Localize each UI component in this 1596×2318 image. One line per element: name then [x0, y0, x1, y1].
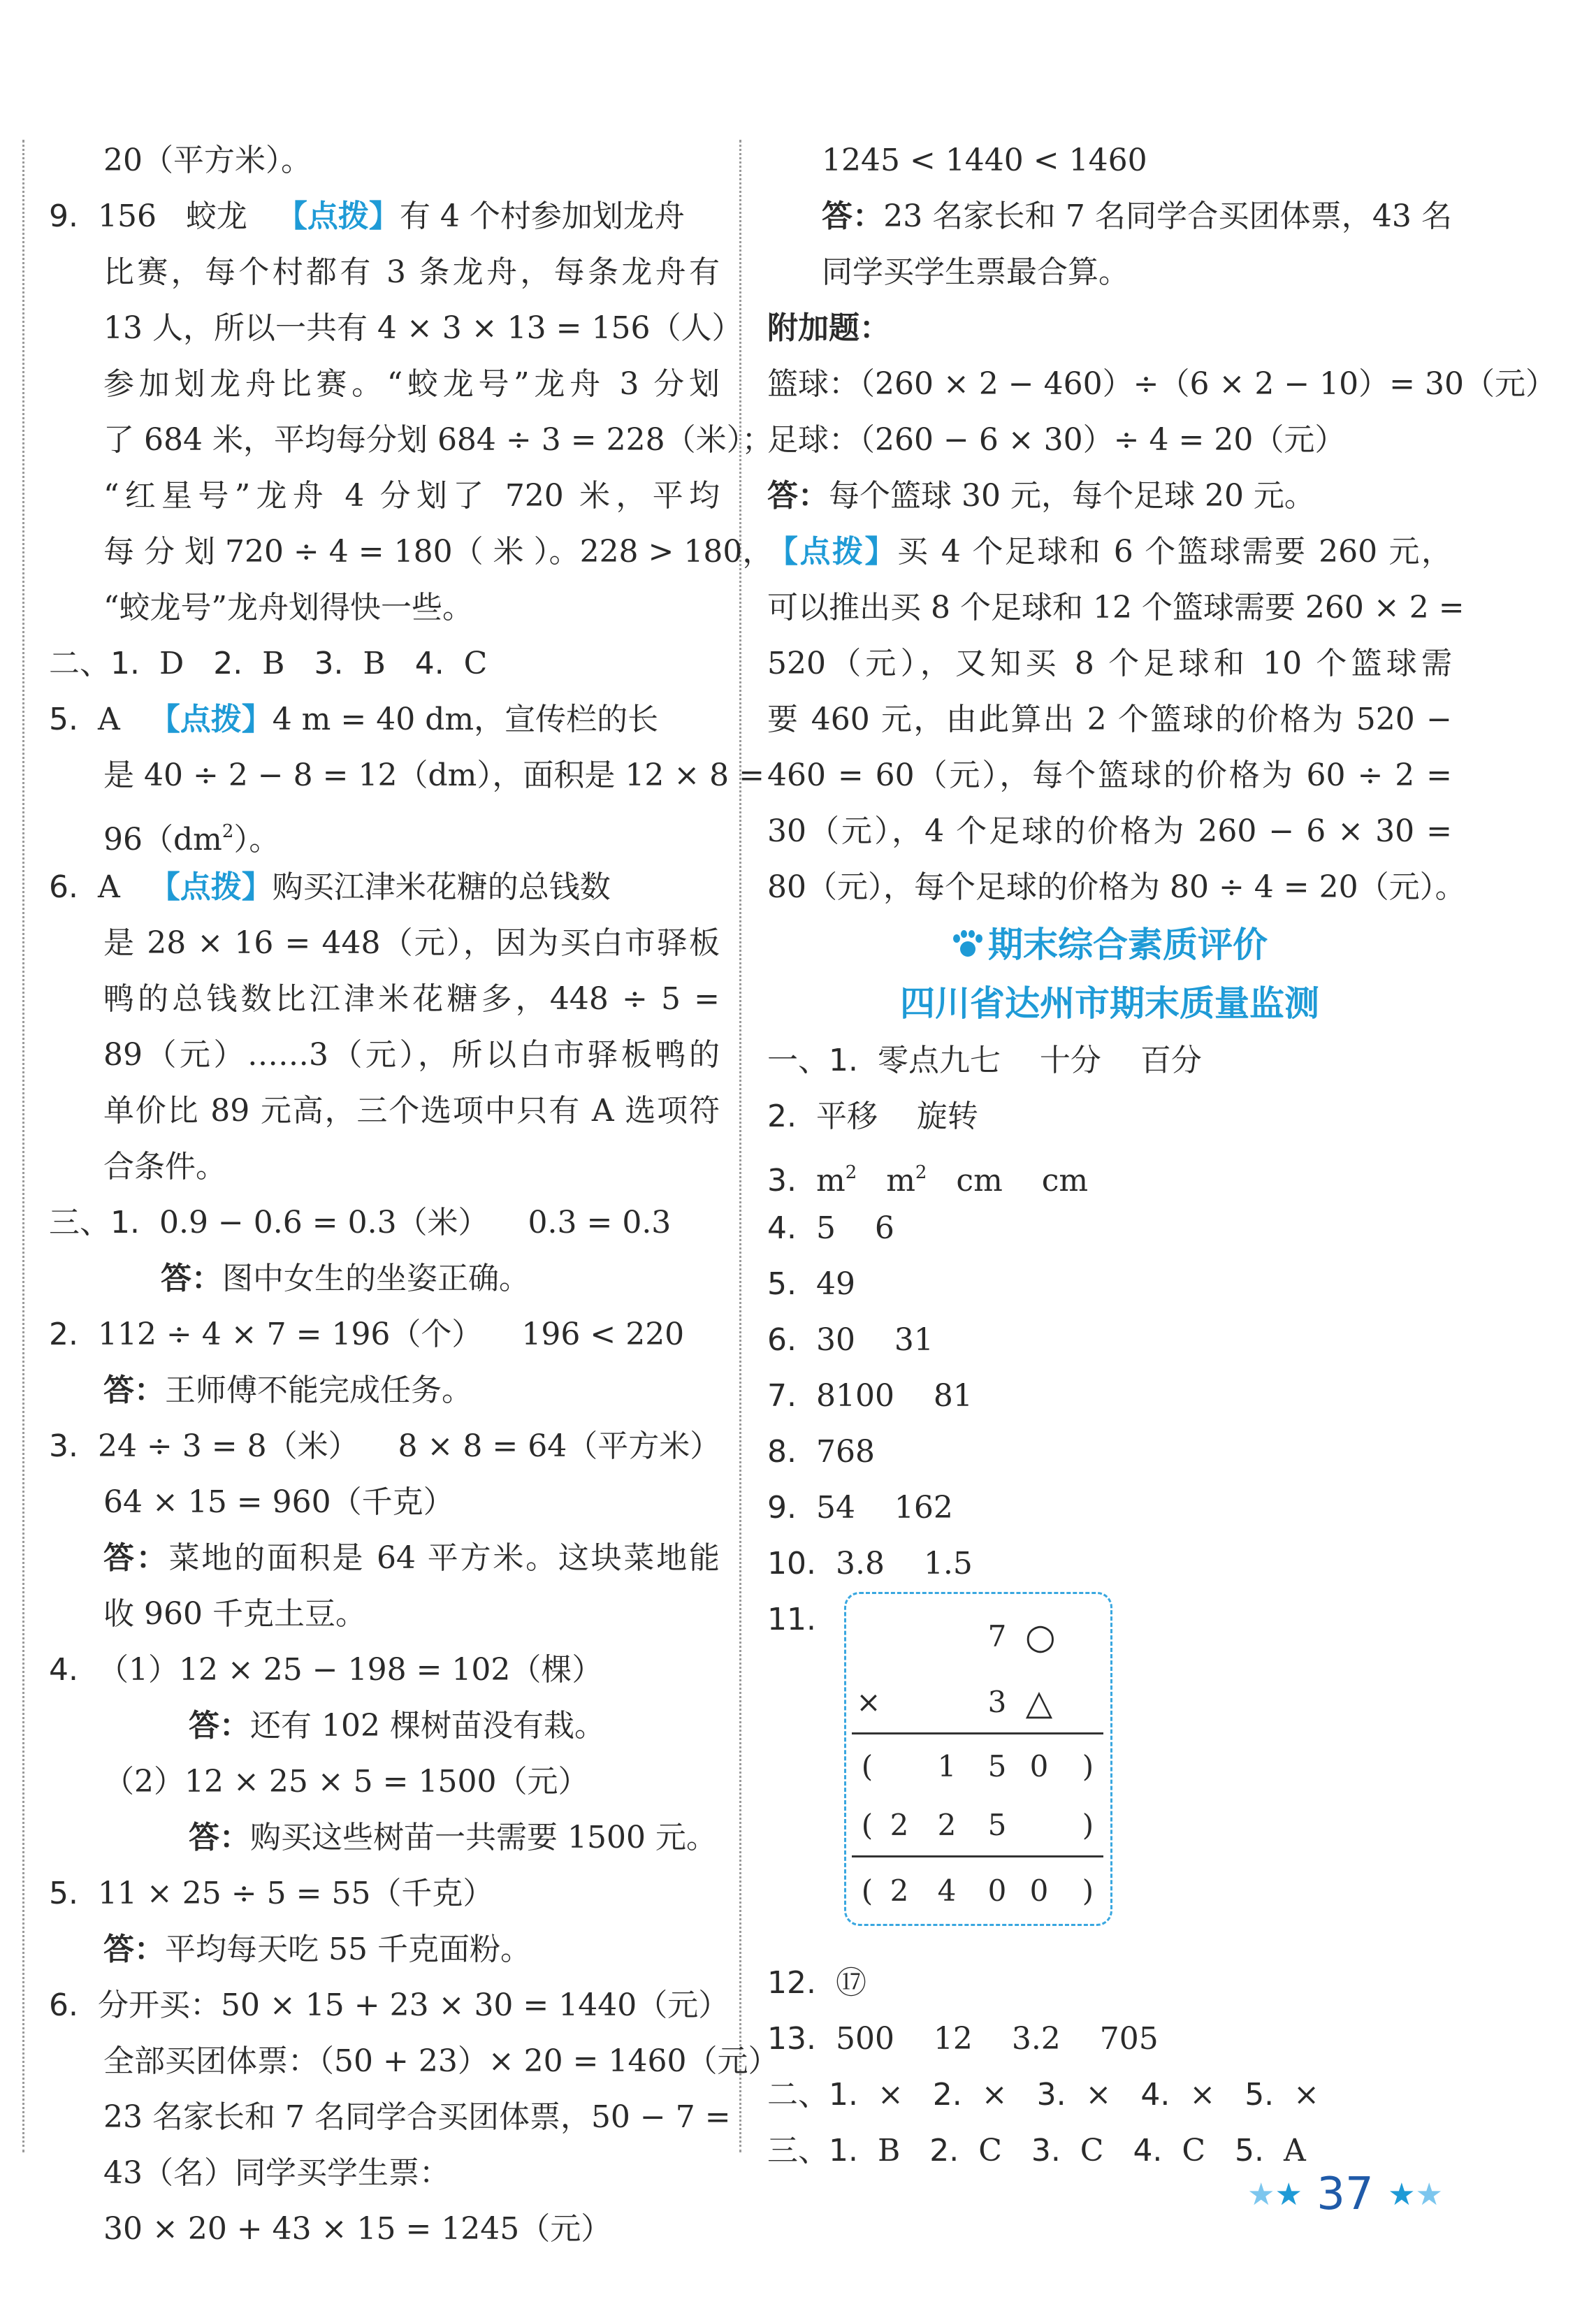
- answer-line: [767, 300, 1452, 356]
- answer-text: 可以推出买 8 个足球和 12 个篮球需要 260 × 2 =: [767, 590, 1465, 625]
- question-number: 二、1.: [767, 2077, 858, 2113]
- mult-digit: 0: [1029, 1749, 1049, 1783]
- answer-text: 零点九七 十分 百分: [857, 1043, 1202, 1078]
- left-column: [49, 133, 779, 2257]
- answer-line: [49, 748, 765, 804]
- question-number: 三、1.: [767, 2133, 858, 2168]
- answer-line: [49, 412, 773, 468]
- answer-label: 答：: [822, 198, 884, 234]
- answer-text: ×: [962, 2077, 1037, 2113]
- question-number: 13.: [767, 2021, 816, 2057]
- answer-line: [49, 2034, 779, 2089]
- answer-text: 520（元），又知买 8 个足球和 10 个篮球需: [767, 646, 1452, 681]
- answer-line: [767, 1480, 1452, 1536]
- answer-line: [49, 915, 720, 971]
- answer-text: 有 4 个村参加划龙舟: [399, 198, 685, 234]
- question-number: 4.: [414, 646, 444, 681]
- answer-line: [49, 636, 720, 692]
- answer-text: 30 × 20 + 43 × 15 = 1245（元）: [103, 2211, 612, 2247]
- question-number: 7.: [767, 1378, 797, 1414]
- answer-text: 1245 < 1440 < 1460: [822, 143, 1147, 178]
- question-number: 4.: [49, 1652, 78, 1688]
- answer-text: 3.8 1.5: [815, 1546, 973, 1581]
- question-number: 5.: [767, 1266, 797, 1302]
- triangle-symbol: △: [1025, 1682, 1053, 1723]
- answer-text: ）。: [233, 822, 280, 857]
- answer-text: 足球：（260 − 6 × 30）÷ 4 = 20（元）: [767, 422, 1346, 458]
- answer-text: 4 m = 40 dm，宣传栏的长: [272, 702, 659, 737]
- answer-line: [767, 245, 1452, 300]
- answer-text: 54 162: [796, 1490, 953, 1526]
- answer-line: [49, 356, 720, 412]
- answer-text: ⑰: [815, 1965, 866, 2001]
- answer-line: [767, 580, 1465, 636]
- answer-text: 2: [915, 1162, 927, 1183]
- answer-line: [49, 524, 774, 580]
- answer-line: [767, 189, 1452, 245]
- answer-text: ×: [1170, 2077, 1245, 2113]
- answer-text: 460 = 60（元），每个篮球的价格为 60 ÷ 2 =: [767, 758, 1452, 793]
- question-number: 6.: [767, 1322, 797, 1358]
- answer-text: 500 12 3.2 705: [815, 2021, 1159, 2057]
- answer-label: 附加题：: [767, 310, 890, 346]
- answer-line: [49, 1754, 720, 1810]
- left-margin-divider: [22, 140, 24, 2152]
- answer-text: B: [857, 2133, 930, 2168]
- star-icon: ★: [1415, 2177, 1443, 2212]
- answer-line: [49, 1195, 720, 1251]
- answer-text: C: [444, 646, 488, 681]
- question-number: 一、1.: [767, 1043, 858, 1078]
- hint-tag: 【点拨】: [149, 869, 273, 905]
- answer-line: [49, 1866, 720, 1922]
- answer-line: [49, 1642, 720, 1698]
- answer-text: 0.9 − 0.6 = 0.3（米） 0.3 = 0.3: [139, 1205, 672, 1240]
- answer-line: [767, 356, 1557, 412]
- answer-line: [49, 2089, 731, 2145]
- multiplication-puzzle: [844, 1592, 1112, 1926]
- answer-text: 平均每天吃 55 千克面粉。: [165, 1932, 531, 1967]
- answer-line: [49, 1698, 720, 1754]
- answer-text: 49: [796, 1266, 855, 1302]
- page-number-text: 37: [1316, 2168, 1374, 2220]
- answer-line: [767, 1201, 1452, 1256]
- question-number: 4.: [767, 1210, 797, 1246]
- question-number: 3.: [767, 1163, 797, 1198]
- answer-line: [49, 1475, 720, 1530]
- answer-line: [49, 860, 720, 915]
- answer-text: “红星号”龙舟 4 分划了 720 米，平均: [103, 478, 720, 514]
- question-number: 5.: [49, 702, 78, 737]
- answer-line: [767, 636, 1452, 692]
- question-number: 5.: [49, 1876, 78, 1911]
- answer-line: [49, 1586, 720, 1642]
- question-number: 9.: [49, 198, 78, 234]
- answer-text: 平移 旋转: [796, 1099, 978, 1134]
- answer-text: C: [1060, 2133, 1133, 2168]
- answer-line: [49, 468, 720, 524]
- answer-text: 11 × 25 ÷ 5 = 55（千克）: [78, 1876, 494, 1911]
- question-number: 5.: [1235, 2133, 1265, 2168]
- answer-line: [49, 1419, 720, 1475]
- answer-line: [49, 133, 720, 189]
- star-icon: ★: [1247, 2177, 1275, 2212]
- mult-digit: 3: [987, 1685, 1007, 1719]
- answer-text: 96（dm: [103, 822, 222, 857]
- answer-text: 是 28 × 16 = 448（元），因为买白市驿板: [103, 925, 720, 961]
- answer-text: 参加划龙舟比赛。“蛟龙号”龙舟 3 分划: [103, 366, 720, 402]
- answer-line: [767, 1955, 1452, 2011]
- answer-label: 答：: [767, 478, 829, 514]
- answer-text: 菜地的面积是 64 平方米。这块菜地能: [168, 1540, 720, 1576]
- answer-label: 答：: [103, 1372, 165, 1408]
- answer-text: B: [343, 646, 415, 681]
- answer-label: 答：: [103, 1540, 169, 1576]
- section-title-text: 期末综合素质评价: [988, 925, 1268, 965]
- answer-text: 单价比 89 元高，三个选项中只有 A 选项符: [103, 1093, 720, 1129]
- answer-label: 答：: [189, 1820, 250, 1855]
- answer-text: m: [857, 1163, 915, 1198]
- answer-text: 比赛，每个村都有 3 条龙舟，每条龙舟有: [103, 254, 720, 290]
- answer-text: “蛟龙号”龙舟划得快一些。: [103, 590, 473, 625]
- right-bottom-answers: [767, 1033, 1452, 1592]
- answer-text: 还有 102 棵树苗没有栽。: [250, 1708, 605, 1744]
- answer-text: 64 × 15 = 960（千克）: [103, 1484, 454, 1520]
- question-number: 二、1.: [49, 646, 140, 681]
- answer-text: C: [959, 2133, 1031, 2168]
- answer-label: 答：: [103, 1932, 165, 1967]
- answer-line: [49, 2201, 720, 2257]
- answer-text: A: [1264, 2133, 1306, 2168]
- mult-digit: 7: [987, 1619, 1007, 1653]
- answer-line: [767, 133, 1452, 189]
- question-number: 9.: [767, 1490, 797, 1526]
- answer-label: 答：: [189, 1708, 250, 1744]
- answer-line: [49, 692, 720, 748]
- star-icon: ★: [1275, 2177, 1303, 2212]
- answer-text: 王师傅不能完成任务。: [165, 1372, 472, 1408]
- mult-digit: 4: [937, 1874, 957, 1908]
- question-number: 3.: [1036, 2077, 1066, 2113]
- answer-text: 30 31: [796, 1322, 934, 1358]
- answer-text: 89（元）……3（元），所以白市驿板鸭的: [103, 1037, 720, 1073]
- question-number: 4.: [1133, 2133, 1163, 2168]
- answer-line: [767, 1256, 1452, 1312]
- answer-line: [767, 1536, 1452, 1592]
- answer-line: [49, 189, 720, 245]
- question-number: 3.: [49, 1428, 78, 1464]
- answer-text: 23 名家长和 7 名同学合买团体票，50 − 7 =: [103, 2099, 731, 2135]
- circle-symbol: ○: [1025, 1616, 1056, 1657]
- answer-line: [767, 1424, 1452, 1480]
- answer-line: [49, 245, 720, 300]
- mult-digit: 2: [937, 1808, 957, 1842]
- mult-digit: 5: [987, 1749, 1007, 1783]
- paren: (: [861, 1808, 873, 1842]
- q11-block: [767, 1592, 1452, 1955]
- answer-line: [767, 860, 1466, 915]
- right-after-answers: [767, 1955, 1452, 2179]
- question-number: 4.: [1140, 2077, 1170, 2113]
- hint-tag: 【点拨】: [149, 702, 273, 737]
- paren: (: [861, 1874, 873, 1908]
- answer-line: [767, 2011, 1452, 2067]
- answer-text: ×: [1066, 2077, 1141, 2113]
- answer-text: 112 ÷ 4 × 7 = 196（个） 196 < 220: [78, 1317, 685, 1352]
- answer-text: 5 6: [796, 1210, 894, 1246]
- answer-text: （1）12 × 25 − 198 = 102（棵）: [78, 1652, 603, 1688]
- answer-line: [49, 1530, 720, 1586]
- question-number: 2.: [213, 646, 243, 681]
- question-number: 2.: [932, 2077, 962, 2113]
- answer-text: 了 684 米，平均每分划 684 ÷ 3 = 228（米）；: [103, 422, 773, 458]
- answer-text: 80（元），每个足球的价格为 80 ÷ 4 = 20（元）。: [767, 869, 1466, 905]
- question-number: 3.: [314, 646, 344, 681]
- answer-line: [767, 692, 1452, 748]
- mult-digit: 5: [987, 1808, 1007, 1842]
- answer-text: 合条件。: [103, 1149, 226, 1185]
- star-icon: ★: [1388, 2177, 1416, 2212]
- question-number: 5.: [1245, 2077, 1275, 2113]
- paren: ): [1082, 1808, 1094, 1842]
- mult-digit: 0: [987, 1874, 1007, 1908]
- answer-text: 分开买：50 × 15 + 23 × 30 = 1440（元）: [78, 1987, 730, 2023]
- answer-text: 收 960 千克土豆。: [103, 1596, 366, 1632]
- answer-text: 购买江津米花糖的总钱数: [272, 869, 611, 905]
- answer-line: [49, 1083, 720, 1139]
- answer-text: A: [78, 869, 150, 905]
- answer-line: [767, 412, 1452, 468]
- section-title: [767, 915, 1452, 974]
- mult-row-5: [846, 1867, 1110, 1915]
- answer-line: [49, 1027, 720, 1083]
- answer-text: 买 4 个足球和 6 个篮球需要 260 元，: [897, 534, 1453, 570]
- answer-text: 2: [845, 1162, 857, 1183]
- answer-line: [49, 1139, 720, 1195]
- answer-line: [767, 1145, 1452, 1201]
- answer-line: [767, 524, 1452, 580]
- right-column: [767, 133, 1557, 2179]
- answer-line: [49, 1307, 720, 1363]
- answer-line: [767, 1089, 1452, 1145]
- mult-row-1: [846, 1612, 1110, 1661]
- question-number: 10.: [767, 1546, 816, 1581]
- answer-line: [767, 804, 1452, 860]
- hint-tag: 【点拨】: [276, 198, 400, 234]
- mult-rule-2: [852, 1855, 1103, 1857]
- answer-text: cm cm: [927, 1163, 1089, 1198]
- answer-text: 8100 81: [796, 1378, 973, 1414]
- answer-text: 768: [796, 1434, 875, 1470]
- question-number: 2.: [49, 1317, 78, 1352]
- answer-text: 2: [222, 821, 234, 842]
- mult-rule-1: [852, 1732, 1103, 1734]
- answer-text: 23 名家长和 7 名同学合买团体票，43 名: [883, 198, 1452, 234]
- mult-digit: 2: [890, 1808, 909, 1842]
- answer-text: 图中女生的坐姿正确。: [222, 1261, 530, 1296]
- question-number: 6.: [49, 869, 78, 905]
- answer-text: C: [1162, 2133, 1235, 2168]
- answer-text: 每个篮球 30 元，每个足球 20 元。: [829, 478, 1315, 514]
- question-number: 2.: [929, 2133, 959, 2168]
- q11-label: 11.: [767, 1602, 816, 1637]
- answer-line: [49, 1810, 720, 1866]
- answer-text: ×: [1274, 2077, 1320, 2113]
- answer-text: ×: [857, 2077, 933, 2113]
- mult-row-2: [846, 1678, 1110, 1727]
- answer-text: 24 ÷ 3 = 8（米） 8 × 8 = 64（平方米）: [78, 1428, 721, 1464]
- answer-line: [767, 1368, 1452, 1424]
- answer-line: [767, 2067, 1452, 2123]
- answer-text: 购买这些树苗一共需要 1500 元。: [250, 1820, 717, 1855]
- answer-text: 43（名）同学买学生票：: [103, 2155, 450, 2191]
- answer-line: [49, 2145, 720, 2201]
- answer-text: （2）12 × 25 × 5 = 1500（元）: [103, 1764, 589, 1799]
- answer-line: [49, 300, 743, 356]
- mult-digit: 1: [937, 1749, 957, 1783]
- answer-line: [49, 1251, 720, 1307]
- answer-text: 鸭的总钱数比江津米花糖多，448 ÷ 5 =: [103, 981, 720, 1017]
- hint-tag: 【点拨】: [767, 534, 897, 570]
- question-number: 12.: [767, 1965, 816, 2001]
- answer-line: [767, 1033, 1452, 1089]
- mult-digit: 2: [890, 1874, 909, 1908]
- question-number: 三、1.: [49, 1205, 140, 1240]
- answer-text: 13 人，所以一共有 4 × 3 × 13 = 156（人）: [103, 310, 743, 346]
- answer-text: 要 460 元，由此算出 2 个篮球的价格为 520 −: [767, 702, 1452, 737]
- question-number: 3.: [1031, 2133, 1061, 2168]
- answer-text: m: [796, 1163, 846, 1198]
- question-number: 2.: [767, 1099, 797, 1134]
- paren: ): [1082, 1749, 1094, 1783]
- mult-row-4: [846, 1801, 1110, 1850]
- question-number: 8.: [767, 1434, 797, 1470]
- answer-line: [49, 1363, 720, 1419]
- answer-label: 答：: [161, 1261, 222, 1296]
- answer-line: [49, 1922, 720, 1978]
- page-number: [1247, 2159, 1443, 2229]
- answer-text: 是 40 ÷ 2 − 8 = 12（dm），面积是 12 × 8 =: [103, 758, 765, 793]
- answer-line: [49, 580, 720, 636]
- answer-text: A: [78, 702, 150, 737]
- paren: ): [1082, 1874, 1094, 1908]
- question-number: 6.: [49, 1987, 78, 2023]
- mult-row-3: [846, 1742, 1110, 1791]
- answer-text: 20（平方米）。: [103, 143, 312, 178]
- times-sign: ×: [856, 1685, 881, 1719]
- answer-text: D: [139, 646, 214, 681]
- answer-line: [49, 1978, 730, 2034]
- answer-line: [49, 804, 720, 860]
- answer-line: [767, 748, 1452, 804]
- section-subtitle: 四川省达州市期末质量监测: [900, 983, 1319, 1024]
- paw-icon: [952, 930, 984, 958]
- answer-line: [49, 971, 720, 1027]
- right-top-answers: [767, 133, 1557, 915]
- answer-line: [767, 468, 1452, 524]
- answer-text: 每 分 划 720 ÷ 4 = 180（ 米 ）。228 > 180，: [103, 534, 774, 570]
- answer-text: 30（元），4 个足球的价格为 260 − 6 × 30 =: [767, 813, 1452, 849]
- answer-text: 同学买学生票最合算。: [822, 254, 1129, 290]
- answer-text: 全部买团体票：（50 + 23）× 20 = 1460（元）: [103, 2043, 779, 2079]
- answer-text: 篮球：（260 × 2 − 460）÷（6 × 2 − 10）= 30（元）: [767, 366, 1557, 402]
- answer-text: 156 蛟龙: [78, 198, 277, 234]
- paren: (: [861, 1749, 873, 1783]
- answer-line: [767, 1312, 1452, 1368]
- answer-text: B: [242, 646, 314, 681]
- mult-digit: 0: [1029, 1874, 1049, 1908]
